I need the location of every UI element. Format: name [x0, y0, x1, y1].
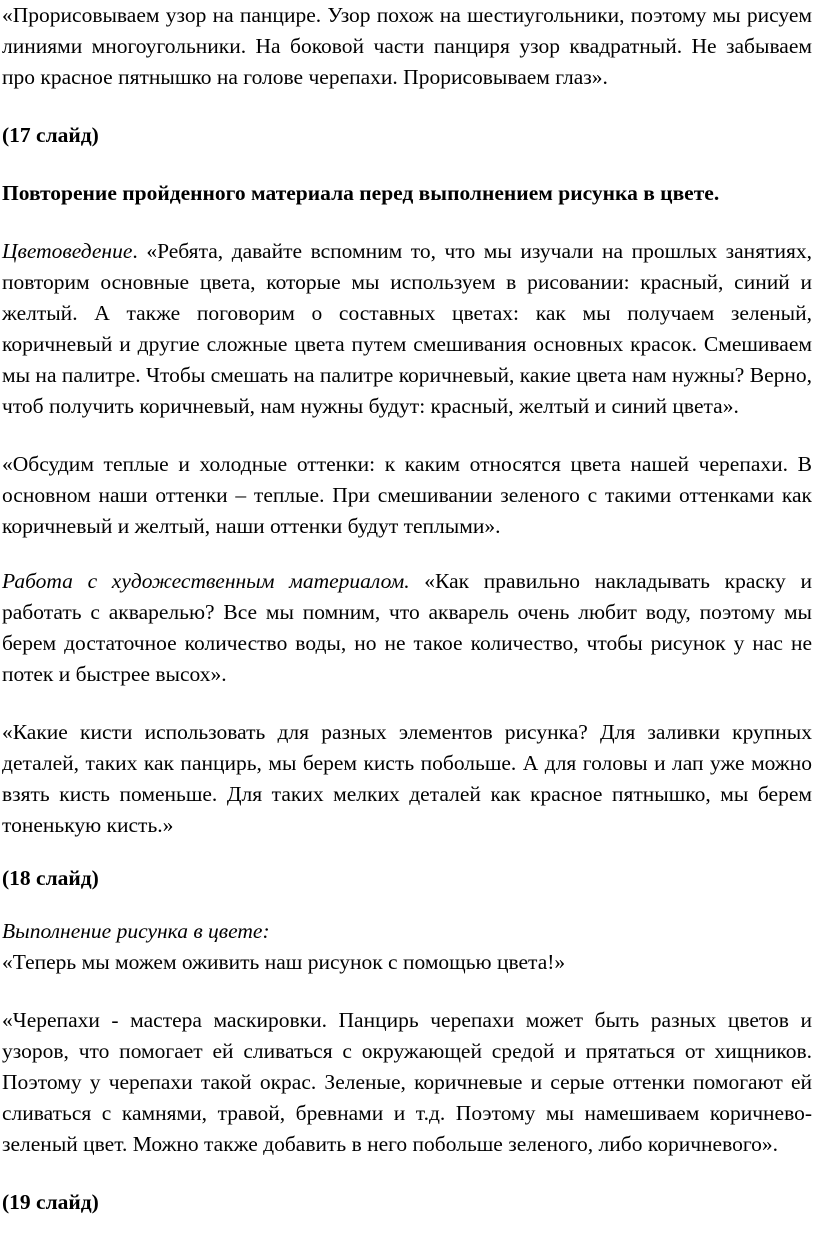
slide-19-label: (19 слайд) [2, 1190, 99, 1214]
paragraph-shell-pattern: «Прорисовываем узор на панцире. Узор похож на шестиугольники, поэтому мы рисуем линиями многоугольники. На боковой части панциря узор квадратный. Не забываем про красное пятнышко на голове черепахи. Прорисовываем глаз». [2, 3, 812, 89]
color-science-lead: Цветоведение [2, 239, 133, 263]
slide-17-label: (17 слайд) [2, 123, 99, 147]
color-execution-text: «Теперь мы можем оживить наш рисунок с помощью цвета!» [2, 950, 566, 974]
paragraph-brushes: «Какие кисти использовать для разных элементов рисунка? Для заливки крупных деталей, таких как панцирь, мы берем кисть побольше. А для головы и лап уже можно взять кисть поменьше. Для таких мелких деталей как красное пятнышко, мы берем тоненькую кисть.» [2, 720, 812, 837]
paragraph-color-science [2, 236, 812, 422]
paragraph-camouflage: «Черепахи - мастера маскировки. Панцирь черепахи может быть разных цветов и узоров, что помогает ей сливаться с окружающей средой и прятаться от хищников. Поэтому у черепахи такой окрас. Зеленые, коричневые и серые оттенки помогают ей сливаться с камнями, травой, бревнами и т.д. Поэтому мы намешиваем коричнево-зеленый цвет. Можно также добавить в него побольше зеленого, либо коричневого». [2, 1008, 812, 1156]
art-material-text: «Как правильно накладывать краску и работать с акварелью? Все мы помним, что акварель очень любит воду, поэтому мы берем достаточное количество воды, но не такое количество, чтобы рисунок у нас не потек и быстрее высох». [2, 569, 812, 686]
slide-18-label: (18 слайд) [2, 866, 99, 890]
paragraph-art-material [2, 566, 812, 690]
color-execution-lead: Выполнение рисунка в цвете: [2, 919, 270, 943]
section-heading: Повторение пройденного материала перед выполнением рисунка в цвете. [2, 181, 720, 205]
art-material-lead: Работа с художественным материалом. [2, 569, 410, 593]
color-science-text: . «Ребята, давайте вспомним то, что мы изучали на прошлых занятиях, повторим основные цвета, которые мы используем в рисовании: красный, синий и желтый. А также поговорим о составных цветах: как мы получаем зеленый, коричневый и другие сложные цвета путем смешивания основных красок. Смешиваем мы на палитре. Чтобы смешать на палитре коричневый, какие цвета нам нужны? Верно, чтоб получить коричневый, нам нужны будут: красный, желтый и синий цвета». [2, 239, 812, 418]
paragraph-warm-cold: «Обсудим теплые и холодные оттенки: к каким относятся цвета нашей черепахи. В основном наши оттенки – теплые. При смешивании зеленого с такими оттенками как коричневый и желтый, наши оттенки будут теплыми». [2, 452, 812, 538]
